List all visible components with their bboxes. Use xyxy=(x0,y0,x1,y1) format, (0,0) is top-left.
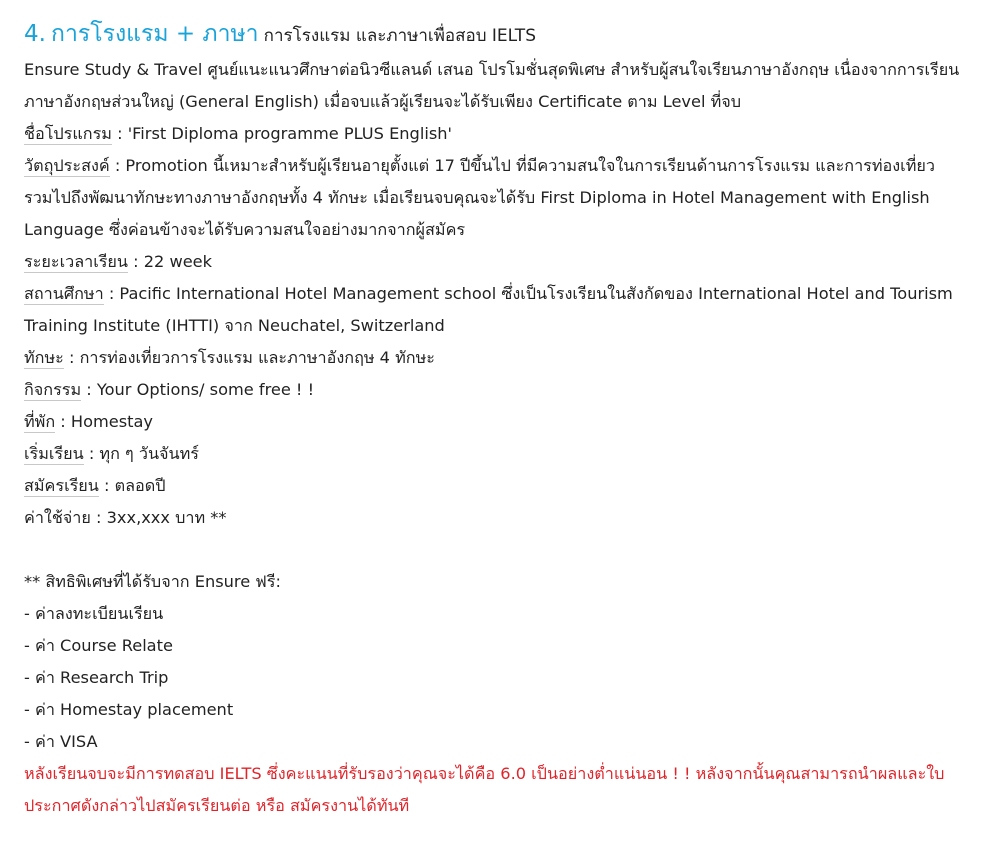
heading-number: 4. xyxy=(24,21,46,47)
heading-accent: การโรงแรม + ภาษา xyxy=(51,21,259,47)
field-label: สถานศึกษา xyxy=(24,284,104,303)
privilege-item: - ค่าลงทะเบียนเรียน xyxy=(24,604,164,623)
privilege-item: - ค่า Course Relate xyxy=(24,636,173,655)
field-label: ชื่อโปรแกรม xyxy=(24,124,112,143)
section-heading xyxy=(24,14,966,54)
field-label: วัตถุประสงค์ xyxy=(24,156,110,175)
field-accommodation xyxy=(24,406,966,438)
field-label: ระยะเวลาเรียน xyxy=(24,252,128,271)
privilege-item: - ค่า VISA xyxy=(24,732,98,751)
field-apply xyxy=(24,470,966,502)
ielts-note: หลังเรียนจบจะมีการทดสอบ IELTS ซึ่งคะแนนที่รับรองว่าคุณจะได้คือ 6.0 เป็นอย่างต่ำแน่นอน ! ! หลังจากนั้นคุณสามารถนำผลและใบประกาศดังกล่าวไปสมัครเรียนต่อ หรือ สมัครงานได้ทันที xyxy=(24,764,945,815)
field-start xyxy=(24,438,966,470)
field-objective xyxy=(24,150,966,246)
field-label: เริ่มเรียน xyxy=(24,444,84,463)
field-value: : 'First Diploma programme PLUS English' xyxy=(111,124,452,143)
field-label: ทักษะ xyxy=(24,348,64,367)
field-label: กิจกรรม xyxy=(24,380,82,399)
field-label: สมัครเรียน xyxy=(24,476,99,495)
field-value: : Your Options/ some free ! ! xyxy=(81,380,315,399)
field-duration xyxy=(24,246,966,278)
field-value: : การท่องเที่ยวการโรงแรม และภาษาอังกฤษ 4 ทักษะ xyxy=(63,348,435,367)
field-value: : 22 week xyxy=(127,252,213,271)
field-value: : Homestay xyxy=(55,412,153,431)
field-activities xyxy=(24,374,966,406)
spacer xyxy=(24,534,966,566)
field-value: : ทุก ๆ วันจันทร์ xyxy=(83,444,199,463)
field-label: ที่พัก xyxy=(24,412,56,431)
field-value: : Promotion นี้เหมาะสำหรับผู้เรียนอายุตั้งแต่ 17 ปีขึ้นไป ที่มีความสนใจในการเรียนด้านการโรงแรม และการท่องเที่ยว รวมไปถึงพัฒนาทักษะทางภาษาอังกฤษทั้ง 4 ทักษะ เมื่อเรียนจบคุณจะได้รับ First Diploma in Hotel Management with English Language ซึ่งค่อนข้างจะได้รับความสนใจอย่างมากจากผู้สมัคร xyxy=(24,156,935,239)
privileges-title: ** สิทธิพิเศษที่ได้รับจาก Ensure ฟรี: xyxy=(24,572,281,591)
field-label: ค่าใช้จ่าย xyxy=(24,508,91,527)
heading-subtitle: การโรงแรม และภาษาเพื่อสอบ IELTS xyxy=(263,26,536,46)
field-value: : 3xx,xxx บาท ** xyxy=(90,508,227,527)
intro-paragraph: Ensure Study & Travel ศูนย์แนะแนวศึกษาต่อนิวซีแลนด์ เสนอ โปรโมชั่นสุดพิเศษ สำหรับผู้สนใจเรียนภาษาอังกฤษ เนื่องจากการเรียนภาษาอังกฤษส่วนใหญ่ (General English) เมื่อจบแล้วผู้เรียนจะได้รับเพียง Certificate ตาม Level ที่จบ xyxy=(24,60,960,111)
privilege-item: - ค่า Research Trip xyxy=(24,668,169,687)
privilege-item: - ค่า Homestay placement xyxy=(24,700,234,719)
field-skills xyxy=(24,342,966,374)
field-value: : ตลอดปี xyxy=(98,476,166,495)
field-value: : Pacific International Hotel Management school ซึ่งเป็นโรงเรียนในสังกัดของ International Hotel and Tourism Training Institute (IHTTI) จาก Neuchatel, Switzerland xyxy=(24,284,953,335)
field-program xyxy=(24,118,966,150)
field-school xyxy=(24,278,966,342)
field-cost xyxy=(24,502,966,534)
